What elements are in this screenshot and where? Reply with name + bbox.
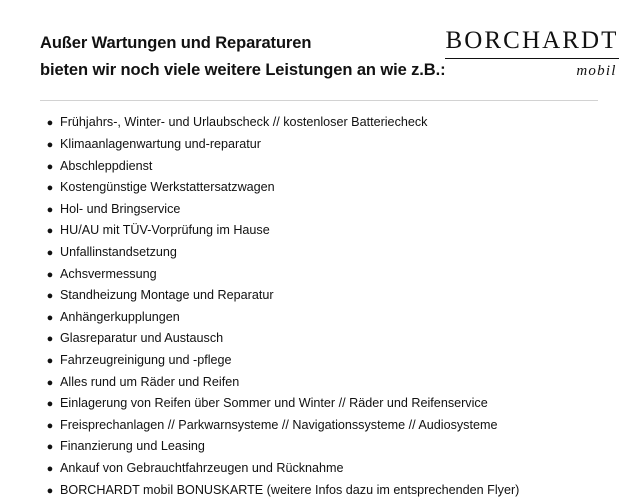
list-item-label: Standheizung Montage und Reparatur <box>60 288 274 303</box>
list-item <box>40 307 606 329</box>
bullet-icon: ● <box>46 225 54 238</box>
list-item <box>40 436 606 458</box>
list-item-label: Freisprechanlagen // Parkwarnsysteme // Navigationssysteme // Audiosysteme <box>60 417 498 432</box>
bullet-icon: ● <box>46 117 54 130</box>
services-list <box>40 112 606 501</box>
page-title-line-2: bieten wir noch viele weitere Leistungen an wie z.B.: <box>40 60 446 79</box>
list-item-label: Unfallinstandsetzung <box>60 245 177 259</box>
bullet-icon: ● <box>46 268 54 281</box>
list-item <box>40 199 606 221</box>
page-title <box>40 26 445 83</box>
list-item-label: Ankauf von Gebrauchtfahrzeugen und Rücknahme <box>60 460 344 475</box>
list-item <box>40 134 606 156</box>
bullet-icon: ● <box>46 182 54 195</box>
list-item-label: Alles rund um Räder und Reifen <box>60 374 240 389</box>
bullet-icon: ● <box>46 311 54 324</box>
list-item-label: Glasreparatur und Austausch <box>60 331 224 346</box>
brand-logo <box>445 26 626 80</box>
list-item-label: Finanzierung und Leasing <box>60 439 205 454</box>
bullet-icon: ● <box>46 290 54 303</box>
page-header <box>40 26 619 83</box>
brand-rule <box>445 58 618 59</box>
list-item <box>40 393 606 415</box>
brand-name: BORCHARDT <box>445 27 619 54</box>
list-item <box>40 285 606 307</box>
bullet-icon: ● <box>46 247 54 259</box>
list-item-label: Fahrzeugreinigung und -pflege <box>60 352 232 367</box>
bullet-icon: ● <box>46 354 54 367</box>
bullet-icon: ● <box>46 398 54 411</box>
bullet-icon: ● <box>46 462 54 475</box>
list-item <box>40 328 606 350</box>
list-item <box>40 177 606 199</box>
list-item <box>40 220 606 242</box>
list-item <box>40 264 606 286</box>
bullet-icon: ● <box>46 139 54 152</box>
list-item-label: Einlagerung von Reifen über Sommer und Winter // Räder und Reifenservice <box>60 396 488 411</box>
list-item-label: BORCHARDT mobil BONUSKARTE (weitere Infos dazu im entsprechenden Flyer) <box>60 482 520 497</box>
list-item <box>40 156 606 178</box>
list-item-label: Abschleppdienst <box>60 158 153 173</box>
list-item-label: Frühjahrs-, Winter- und Urlaubscheck // kostenloser Batteriecheck <box>60 115 428 130</box>
bullet-icon: ● <box>46 484 54 497</box>
list-item-label: Anhängerkupplungen <box>60 309 180 324</box>
bullet-icon: ● <box>46 419 54 432</box>
list-item <box>40 480 606 501</box>
brand-subtitle: mobil <box>576 63 617 79</box>
list-item-label: Achsvermessung <box>60 266 157 281</box>
list-item-label: Klimaanlagenwartung und-reparatur <box>60 137 261 152</box>
list-item <box>40 458 606 480</box>
bullet-icon: ● <box>46 160 54 173</box>
bullet-icon: ● <box>46 376 54 389</box>
header-divider <box>40 100 598 101</box>
list-item <box>40 242 606 264</box>
list-item <box>40 350 606 372</box>
bullet-icon: ● <box>46 203 54 216</box>
list-item-label: Hol- und Bringservice <box>60 201 181 216</box>
page-title-line-1: Außer Wartungen und Reparaturen <box>40 34 312 52</box>
list-item <box>40 372 606 394</box>
list-item <box>40 415 606 437</box>
list-item <box>40 112 606 134</box>
bullet-icon: ● <box>46 441 54 454</box>
list-item-label: Kostengünstige Werkstattersatzwagen <box>60 180 275 195</box>
list-item-label: HU/AU mit TÜV-Vorprüfung im Hause <box>60 223 270 238</box>
bullet-icon: ● <box>46 333 54 346</box>
